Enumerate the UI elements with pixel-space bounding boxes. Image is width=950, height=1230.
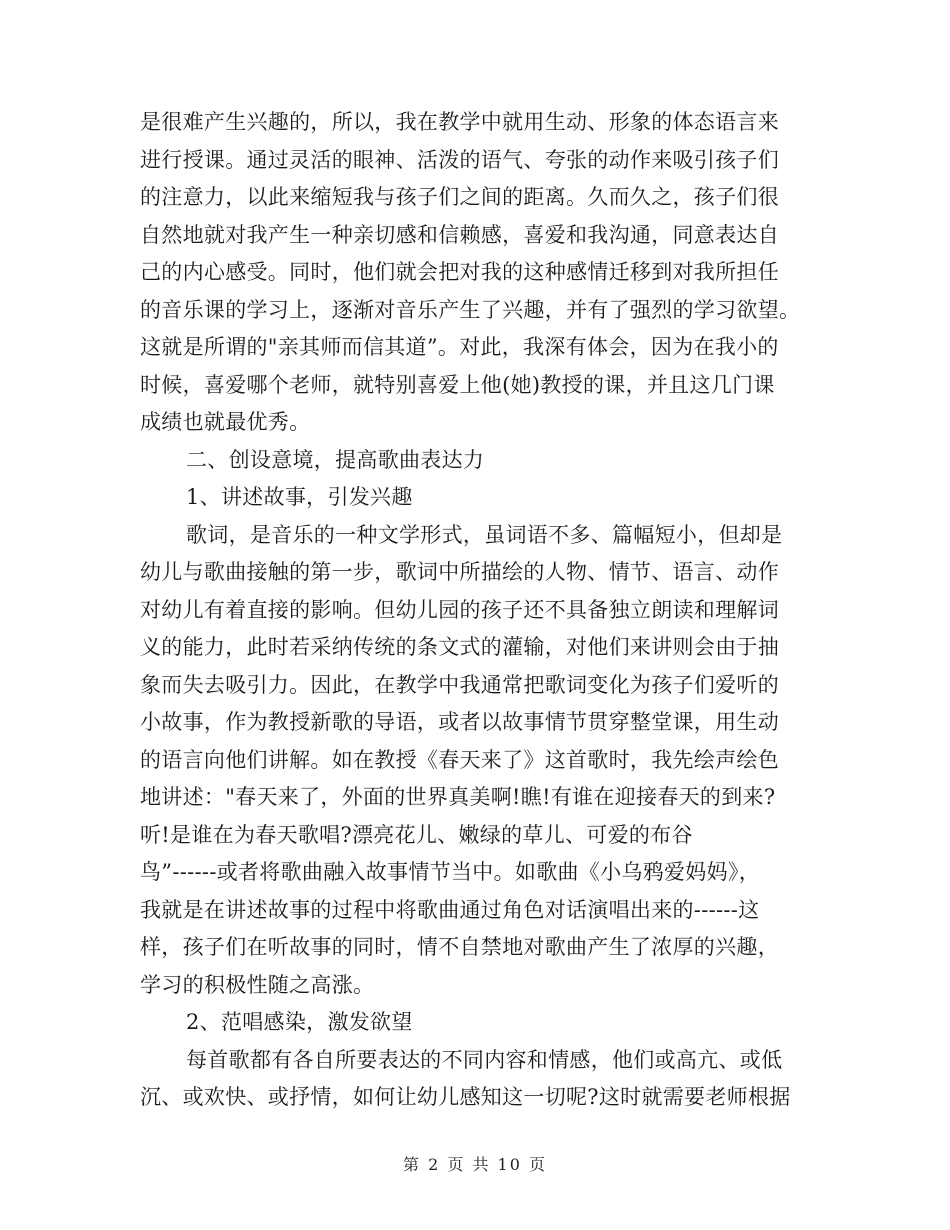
body-text [140, 104, 808, 1117]
text-line: 小故事，作为教授新歌的导语，或者以故事情节贯穿整堂课，用生动 [140, 710, 779, 734]
text-line: 成绩也就最优秀。 [140, 410, 311, 434]
text-line: 地讲述："春天来了，外面的世界真美啊!瞧!有谁在迎接春天的到来? [140, 785, 776, 809]
text-line: 义的能力，此时若采纳传统的条文式的灌输，对他们来讲则会由于抽 [140, 635, 779, 659]
text-line: 2、范唱感染，激发欲望 [186, 1010, 413, 1034]
text-line: 歌词，是音乐的一种文学形式，虽词语不多、篇幅短小，但却是 [186, 522, 783, 547]
page-footer: 第 2 页 共 10 页 [403, 1155, 547, 1174]
text-line: 对幼儿有着直接的影响。但幼儿园的孩子还不具备独立朗读和理解词 [140, 597, 779, 622]
text-line: 沉、或欢快、或抒情，如何让幼儿感知这一切呢?这时就需要老师根据 [140, 1085, 791, 1109]
text-line: 每首歌都有各自所要表达的不同内容和情感，他们或高亢、或低 [186, 1047, 783, 1072]
text-line: 时候，喜爱哪个老师，就特别喜爱上他(她)教授的课，并且这几门课 [140, 372, 775, 397]
text-line: 二、创设意境，提高歌曲表达力 [186, 447, 485, 472]
text-line: 象而失去吸引力。因此，在教学中我通常把歌词变化为孩子们爱听的 [140, 672, 779, 697]
text-line: 自然地就对我产生一种亲切感和信赖感，喜爱和我沟通，同意表达自 [140, 222, 779, 247]
text-line: 1、讲述故事，引发兴趣 [186, 485, 413, 509]
text-line: 是很难产生兴趣的，所以，我在教学中就用生动、形象的体态语言来 [140, 110, 779, 134]
text-line: 幼儿与歌曲接触的第一步，歌词中所描绘的人物、情节、语言、动作 [140, 560, 779, 584]
text-line: 这就是所谓的"亲其师而信其道”。对此，我深有体会，因为在我小的 [140, 335, 779, 359]
text-line: 的注意力，以此来缩短我与孩子们之间的距离。久而久之，孩子们很 [140, 185, 779, 209]
text-line: 己的内心感受。同时，他们就会把对我的这种感情迁移到对我所担任 [140, 260, 779, 284]
text-line: 的音乐课的学习上，逐渐对音乐产生了兴趣，并有了强烈的学习欲望。 [140, 297, 801, 322]
text-line: 我就是在讲述故事的过程中将歌曲通过角色对话演唱出来的------这 [140, 897, 760, 922]
text-line: 样，孩子们在听故事的同时，情不自禁地对歌曲产生了浓厚的兴趣， [140, 935, 779, 959]
text-line: 的语言向他们讲解。如在教授《春天来了》这首歌时，我先绘声绘色 [140, 747, 779, 772]
text-line: 听!是谁在为春天歌唱?漂亮花儿、嫩绿的草儿、可爱的布谷 [140, 822, 693, 847]
text-line: 学习的积极性随之高涨。 [140, 972, 375, 997]
text-line: 鸟”------或者将歌曲融入故事情节当中。如歌曲《小乌鸦爱妈妈》， [140, 860, 761, 884]
text-line: 进行授课。通过灵活的眼神、活泼的语气、夸张的动作来吸引孩子们 [140, 147, 779, 172]
